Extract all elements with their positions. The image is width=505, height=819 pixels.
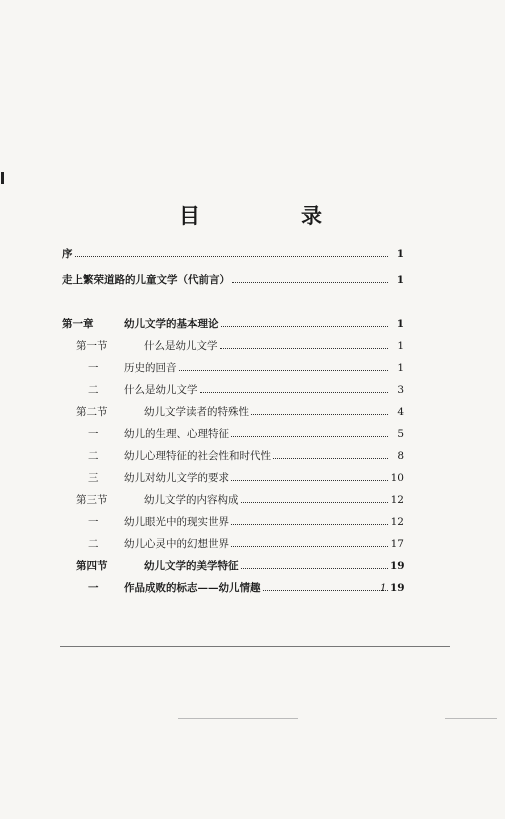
toc-item[interactable]	[88, 536, 404, 552]
leader-dots	[231, 546, 388, 547]
toc-entry-label: 幼儿文学的基本理论	[124, 318, 219, 330]
toc-entry-label: 幼儿的生理、心理特征	[124, 428, 229, 440]
toc-item[interactable]	[88, 360, 404, 376]
toc-entry-label: 幼儿文学读者的特殊性	[144, 406, 249, 418]
toc-entry-page: 19	[390, 560, 405, 572]
toc-entry-label: 作品成败的标志——幼儿情趣	[124, 582, 261, 594]
toc-entry-number: 一	[88, 516, 99, 528]
toc-entry-number: 第二节	[76, 406, 108, 418]
toc-entry-page: 12	[390, 494, 404, 506]
leader-dots	[263, 590, 389, 591]
toc-entry-page: 10	[390, 472, 404, 484]
toc-item[interactable]	[88, 448, 404, 464]
divider-line	[445, 718, 497, 719]
toc-entry-label: 走上繁荣道路的儿童文学（代前言）	[62, 274, 230, 286]
toc-entry-page: 5	[397, 428, 404, 440]
toc-entry-number: 一	[88, 582, 99, 594]
scan-mark	[1, 172, 4, 184]
toc-entry-number: 第四节	[76, 560, 108, 572]
leader-dots	[179, 370, 389, 371]
page-title: 目 录	[179, 203, 362, 228]
divider-line	[178, 718, 298, 719]
toc-section[interactable]	[76, 492, 404, 508]
toc-entry[interactable]	[62, 246, 404, 262]
leader-dots	[231, 436, 388, 437]
toc-chapter[interactable]	[62, 316, 404, 332]
toc-entry-page: 1	[396, 248, 404, 260]
toc-item[interactable]	[88, 580, 404, 596]
leader-dots	[75, 256, 389, 257]
page-number: 1	[380, 583, 387, 594]
leader-dots	[241, 502, 389, 503]
leader-dots	[232, 282, 388, 283]
toc-section[interactable]	[76, 558, 404, 574]
toc-entry-page: 4	[397, 406, 404, 418]
toc-item[interactable]	[88, 382, 404, 398]
toc-entry-number: 二	[88, 384, 99, 396]
leader-dots	[221, 326, 389, 327]
toc-entry-number: 第一章	[62, 318, 94, 330]
leader-dots	[220, 348, 389, 349]
toc-entry[interactable]	[62, 272, 404, 288]
toc-entry-label: 序	[62, 248, 73, 260]
divider-line	[60, 646, 450, 647]
leader-dots	[200, 392, 389, 393]
toc-entry-number: 第三节	[76, 494, 108, 506]
toc-entry-label: 幼儿文学的美学特征	[144, 560, 239, 572]
toc-entry-page: 12	[390, 516, 404, 528]
toc-section[interactable]	[76, 338, 404, 354]
toc-item[interactable]	[88, 426, 404, 442]
toc-entry-label: 历史的回音	[124, 362, 177, 374]
toc-entry-label: 幼儿对幼儿文学的要求	[124, 472, 229, 484]
toc-item[interactable]	[88, 514, 404, 530]
toc-entry-number: 二	[88, 450, 99, 462]
toc-entry-page: 17	[390, 538, 404, 550]
leader-dots	[251, 414, 388, 415]
toc-entry-number: 三	[88, 472, 99, 484]
toc-entry-page: 3	[397, 384, 404, 396]
toc-entry-number: 一	[88, 428, 99, 440]
toc-entry-label: 幼儿眼光中的现实世界	[124, 516, 229, 528]
toc-entry-page: 19	[390, 582, 405, 594]
toc-entry-page: 1	[396, 274, 404, 286]
toc-entry-label: 幼儿心理特征的社会性和时代性	[124, 450, 271, 462]
leader-dots	[273, 458, 388, 459]
toc-entry-label: 幼儿心灵中的幻想世界	[124, 538, 229, 550]
toc-section[interactable]	[76, 404, 404, 420]
leader-dots	[241, 568, 389, 569]
toc-entry-number: 二	[88, 538, 99, 550]
toc-entry-page: 8	[397, 450, 404, 462]
toc-entry-page: 1	[397, 362, 404, 374]
leader-dots	[231, 524, 388, 525]
toc-entry-label: 什么是幼儿文学	[124, 384, 198, 396]
toc-entry-label: 什么是幼儿文学	[144, 340, 218, 352]
toc-entry-number: 一	[88, 362, 99, 374]
toc-entry-label: 幼儿文学的内容构成	[144, 494, 239, 506]
toc-entry-number: 第一节	[76, 340, 108, 352]
toc-item[interactable]	[88, 470, 404, 486]
toc-entry-page: 1	[396, 318, 404, 330]
toc-entry-page: 1	[397, 340, 404, 352]
leader-dots	[231, 480, 388, 481]
